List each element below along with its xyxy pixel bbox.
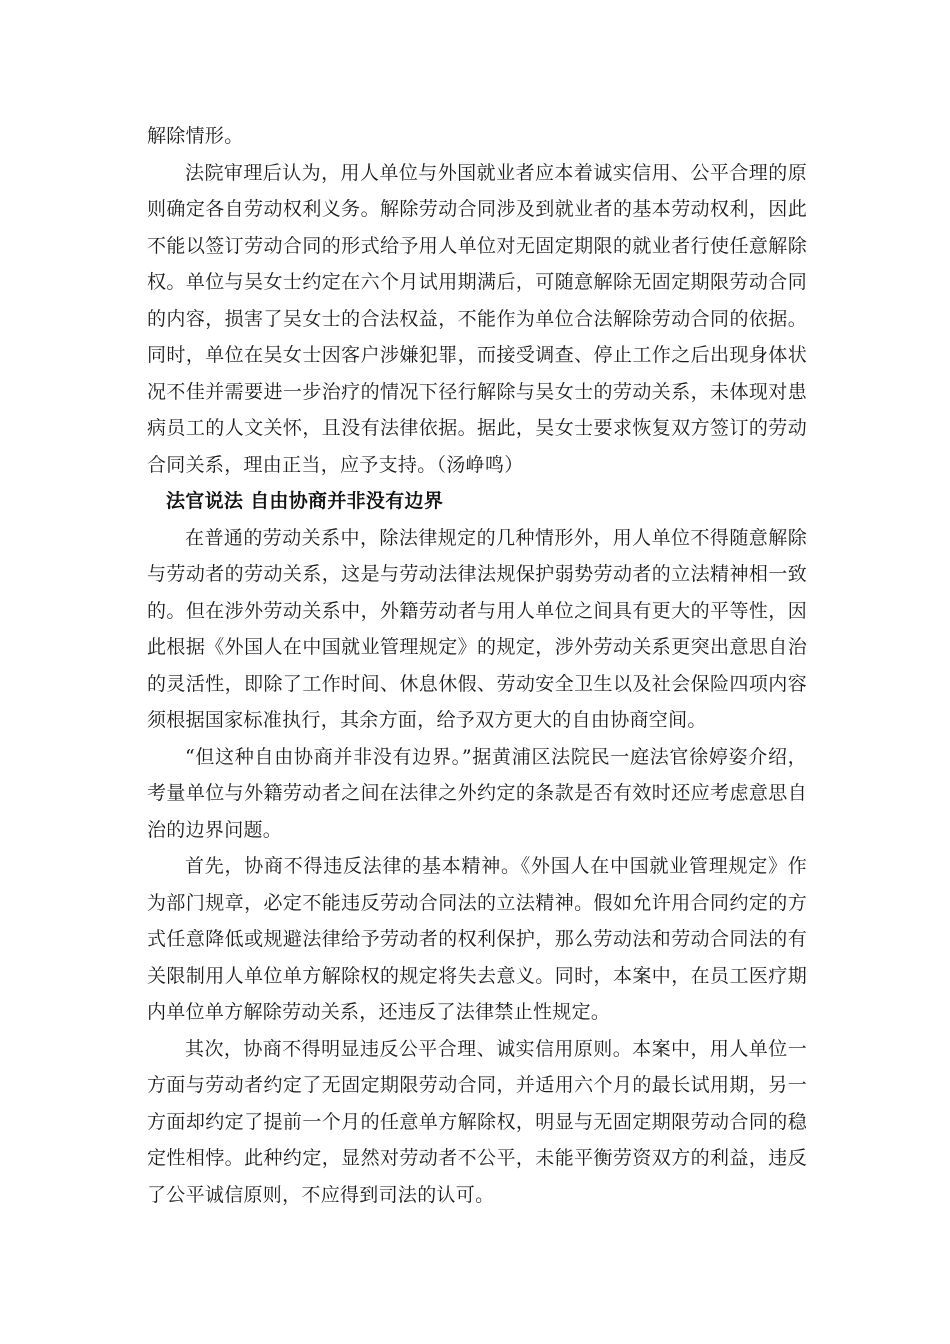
paragraph-second-point: 其次，协商不得明显违反公平合理、诚实信用原则。本案中，用人单位一方面与劳动者约定了无固定期限劳动合同，并适用六个月的最长试用期，另一方面却约定了提前一个月的任意单方解除权，明显与无固定期限劳动合同的稳定性相悖。此种约定，显然对劳动者不公平，未能平衡劳资双方的利益，违反了公平诚信原则，不应得到司法的认可。 <box>147 1037 807 1206</box>
paragraph-continuation: 解除情形。 <box>147 125 244 147</box>
article-body <box>147 118 807 1213</box>
paragraph-court-ruling: 法院审理后认为，用人单位与外国就业者应本着诚实信用、公平合理的原则确定各自劳动权利义务。解除劳动合同涉及到就业者的基本劳动权利，因此不能以签订劳动合同的形式给予用人单位对无固定期限的就业者行使任意解除权。单位与吴女士约定在六个月试用期满后，可随意解除无固定期限劳动合同的内容，损害了吴女士的合法权益，不能作为单位合法解除劳动合同的依据。同时，单位在吴女士因客户涉嫌犯罪，而接受调查、停止工作之后出现身体状况不佳并需要进一步治疗的情况下径行解除与吴女士的劳动关系，未体现对患病员工的人文关怀，且没有法律依据。据此，吴女士要求恢复双方签订的劳动合同关系，理由正当，应予支持。（汤峥鸣） <box>147 161 807 476</box>
paragraph-judge-quote: “但这种自由协商并非没有边界。”据黄浦区法院民一庭法官徐婷姿介绍，考量单位与外籍劳动者之间在法律之外约定的条款是否有效时还应考虑意思自治的边界问题。 <box>147 745 807 841</box>
section-heading: 法官说法 自由协商并非没有边界 <box>166 490 444 512</box>
paragraph-labor-relations: 在普通的劳动关系中，除法律规定的几种情形外，用人单位不得随意解除与劳动者的劳动关系，这是与劳动法律法规保护弱势劳动者的立法精神相一致的。但在涉外劳动关系中，外籍劳动者与用人单位之间具有更大的平等性，因此根据《外国人在中国就业管理规定》的规定，涉外劳动关系更突出意思自治的灵活性，即除了工作时间、休息休假、劳动安全卫生以及社会保险四项内容须根据国家标准执行，其余方面，给予双方更大的自由协商空间。 <box>147 526 807 731</box>
paragraph-first-point: 首先，协商不得违反法律的基本精神。《外国人在中国就业管理规定》作为部门规章，必定不能违反劳动合同法的立法精神。假如允许用合同约定的方式任意降低或规避法律给予劳动者的权利保护，那么劳动法和劳动合同法的有关限制用人单位单方解除权的规定将失去意义。同时，本案中，在员工医疗期内单位单方解除劳动关系，还违反了法律禁止性规定。 <box>147 855 807 1023</box>
